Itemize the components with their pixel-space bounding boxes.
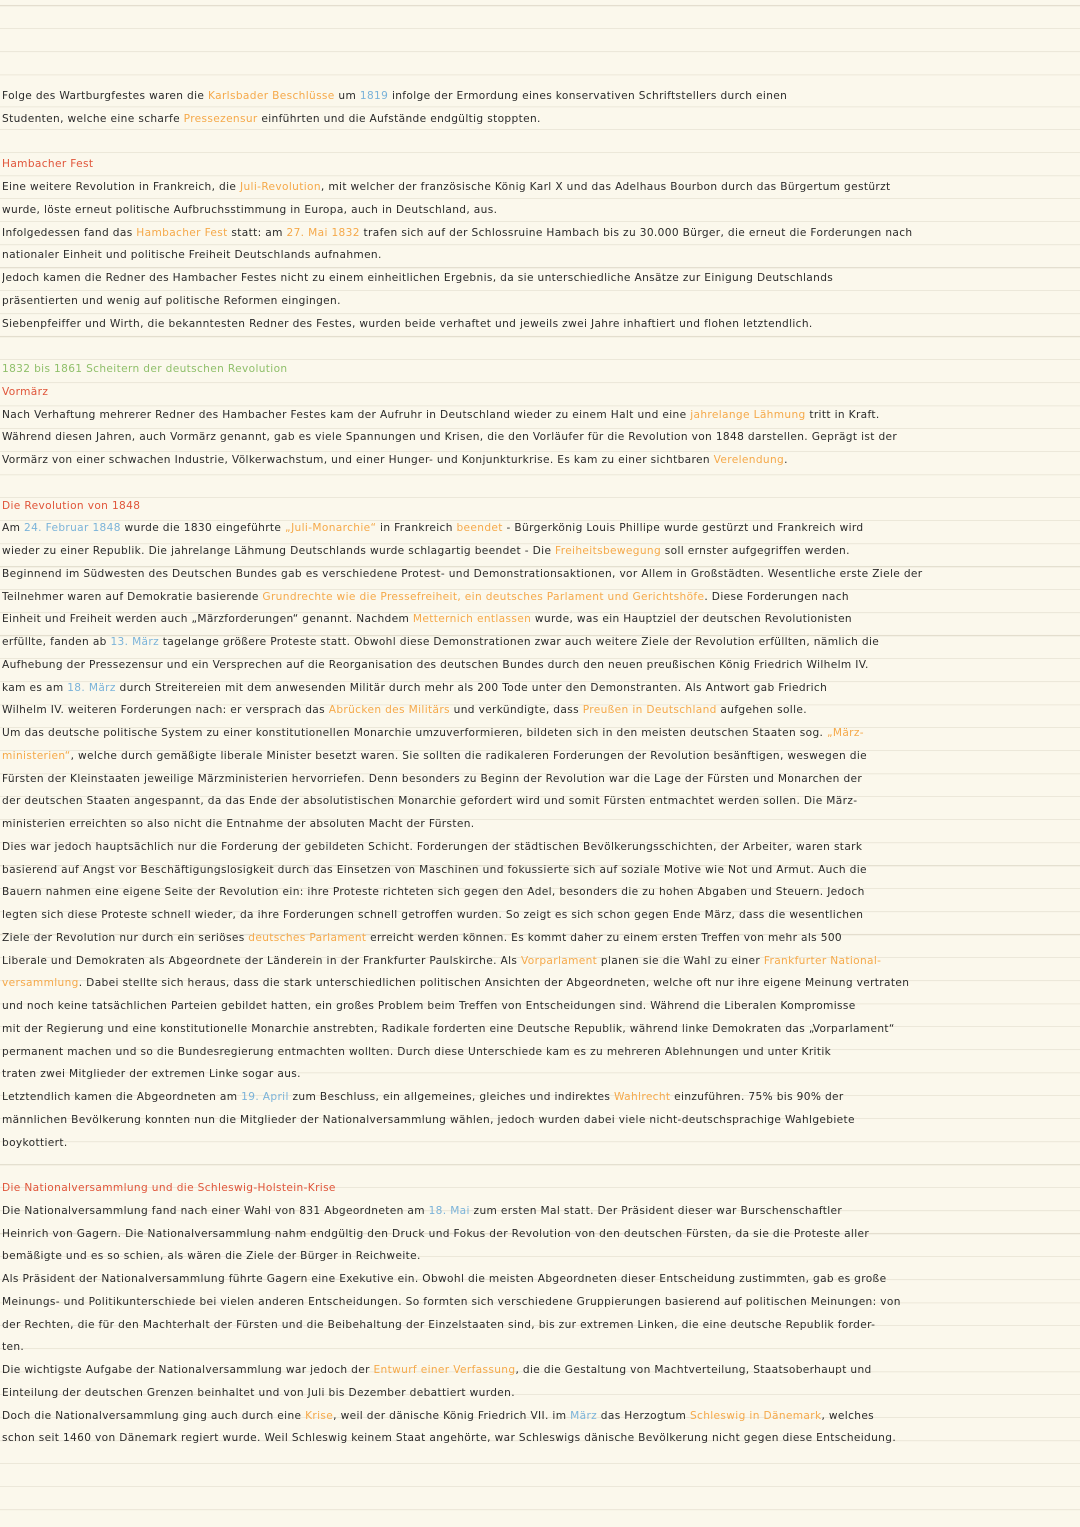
note-text: ministerien erreichten so also nicht die Entnahme der absoluten Macht der Fürsten.	[2, 818, 475, 830]
note-line	[2, 1359, 1076, 1382]
note-text: Meinungs- und Politikunterschiede bei vielen anderen Entscheidungen. So formten sich verschiedene Gruppierungen basierend auf politischen Meinungen: von	[2, 1295, 901, 1308]
note-text: Einheit und Freiheit werden auch „Märzforderungen“ genannt. Nachdem	[2, 613, 413, 626]
note-text: der deutschen Staaten angespannt, da das Ende der absolutistischen Monarchie gefordert wird und somit Fürsten entmachtet werden sollen. Die März-	[2, 795, 858, 808]
heading-text: Hambacher Fest	[2, 158, 94, 171]
note-text: statt: am	[227, 226, 287, 239]
note-line	[2, 995, 1076, 1018]
note-text: nationaler Einheit und politische Freiheit Deutschlands aufnahmen.	[2, 249, 382, 262]
note-text: , welche durch gemäßigte liberale Minister besetzt waren. Sie sollten die radikaleren Forderungen der Revolution besänftigen, weswegen die	[70, 749, 867, 762]
note-text: Die Nationalversammlung fand nach einer Wahl von 831 Abgeordneten am	[2, 1204, 429, 1217]
note-text: Fürsten der Kleinstaaten jeweilige Märzministerien hervorriefen. Denn besonders zu Beginn der Revolution war die Lage der Fürsten und Monarchen der	[2, 772, 863, 785]
note-text: trafen sich auf der Schlossruine Hambach bis zu 30.000 Bürger, die erneut die Forderungen nach	[359, 226, 913, 239]
note-text: mit der Regierung und eine konstitutionelle Monarchie anstrebten, Radikale forderten eine Deutsche Republik, während linke Demokraten das „Vorparlament“	[2, 1022, 895, 1035]
note-text: boykottiert.	[2, 1136, 68, 1149]
note-line	[2, 449, 1076, 472]
note-line	[2, 608, 1076, 631]
note-line	[2, 85, 1076, 108]
note-line	[2, 1291, 1076, 1314]
note-line	[2, 631, 1076, 654]
note-text: traten zwei Mitglieder der extremen Linke sogar aus.	[2, 1068, 301, 1081]
highlighted-term: 1819	[359, 90, 389, 102]
section-heading	[2, 358, 1076, 381]
note-text: Ziele der Revolution nur durch ein seriöses	[2, 931, 249, 944]
note-line	[2, 1109, 1076, 1132]
note-line	[2, 563, 1076, 586]
section-heading	[2, 1177, 1076, 1200]
highlighted-term: jahrelange Lähmung	[690, 408, 806, 421]
blank-line	[2, 472, 1076, 495]
note-text: Als Präsident der Nationalversammlung führte Gagern eine Exekutive ein. Obwohl die meisten Abgeordneten dieser Entscheidung zustimmten, gab es große	[2, 1273, 887, 1285]
note-text: kam es am	[2, 681, 68, 694]
section-heading	[2, 153, 1076, 176]
note-text: Aufhebung der Pressezensur und ein Versprechen auf die Reorganisation des deutschen Bundes durch den neuen preußischen König Friedrich Wilhelm IV.	[2, 658, 869, 671]
note-text: in Frankreich	[376, 522, 457, 535]
note-line	[2, 1336, 1076, 1359]
note-text: Heinrich von Gagern. Die Nationalversammlung nahm endgültig den Druck und Fokus der Revolution von den deutschen Fürsten, da sie die Proteste aller	[2, 1227, 870, 1240]
highlighted-term: 18. März	[67, 681, 116, 694]
highlighted-term: versammlung	[2, 977, 79, 990]
blank-line	[2, 1154, 1076, 1177]
note-line	[2, 654, 1076, 677]
highlighted-term: 27. Mai 1832	[286, 226, 360, 239]
highlighted-term: Grundrechte wie die Pressefreiheit, ein deutsches Parlament und Gerichtshöfe	[262, 590, 705, 603]
note-line	[2, 426, 1076, 449]
note-text: aufgehen solle.	[716, 704, 807, 717]
note-text: planen sie die Wahl zu einer	[597, 954, 764, 967]
note-line	[2, 813, 1076, 836]
note-line	[2, 1245, 1076, 1268]
note-line	[2, 1041, 1076, 1064]
note-line	[2, 540, 1076, 563]
note-line	[2, 972, 1076, 995]
note-text: - Bürgerkönig Louis Phillipe wurde gestürzt und Frankreich wird	[502, 522, 864, 535]
note-text: , mit welcher der französische König Karl X und das Adelhaus Bourbon durch das Bürgertum gestürzt	[320, 181, 891, 193]
note-text: Doch die Nationalversammlung ging auch durch eine	[2, 1409, 306, 1422]
note-text: Bauern nahmen eine eigene Seite der Revolution ein: ihre Proteste richteten sich gegen den Adel, besonders die zu hohen Abgaben und Steuern. Jedoch	[2, 886, 865, 899]
note-text: das Herzogtum	[597, 1409, 690, 1422]
note-text: Am	[2, 522, 24, 535]
note-line	[2, 199, 1076, 222]
note-line	[2, 677, 1076, 700]
note-line	[2, 176, 1076, 199]
note-text: zum ersten Mal statt. Der Präsident dieser war Burschenschaftler	[469, 1204, 843, 1217]
highlighted-term: Karlsbader Beschlüsse	[208, 90, 335, 102]
note-line	[2, 1223, 1076, 1246]
note-text: Nach Verhaftung mehrerer Redner des Hambacher Festes kam der Aufruhr in Deutschland wieder zu einem Halt und eine	[2, 408, 691, 421]
note-text: Folge des Wartburgfestes waren die	[2, 90, 209, 102]
highlighted-term: März	[570, 1409, 598, 1422]
note-text: wieder zu einer Republik. Die jahrelange Lähmung Deutschlands wurde schlagartig beendet - Die	[2, 545, 556, 557]
note-line	[2, 290, 1076, 313]
highlighted-term: 13. März	[110, 636, 160, 648]
note-line	[2, 1382, 1076, 1405]
note-line	[2, 222, 1076, 245]
note-line	[2, 859, 1076, 882]
highlighted-term: Freiheitsbewegung	[555, 545, 662, 557]
note-text: , weil der dänische König Friedrich VII. im	[333, 1409, 571, 1422]
note-line	[2, 1268, 1076, 1291]
highlighted-term: 19. April	[241, 1091, 289, 1103]
highlighted-term: Wahlrecht	[614, 1091, 671, 1103]
note-text: erreicht werden können. Es kommt daher zu einem ersten Treffen von mehr als 500	[366, 931, 843, 944]
note-line	[2, 1132, 1076, 1155]
note-text: infolge der Ermordung eines konservativen Schriftstellers durch einen	[388, 90, 788, 102]
note-text: bemäßigte und es so schien, als wären die Ziele der Bürger in Reichweite.	[2, 1250, 421, 1263]
note-line	[2, 904, 1076, 927]
note-text: wurde, löste erneut politische Aufbruchsstimmung in Europa, auch in Deutschland, aus.	[2, 203, 498, 216]
heading-text: Die Nationalversammlung und die Schleswig-Holstein-Krise	[2, 1182, 336, 1194]
note-line	[2, 244, 1076, 267]
note-line	[2, 1314, 1076, 1337]
note-line	[2, 1427, 1076, 1450]
note-text: tagelange größere Proteste statt. Obwohl diese Demonstrationen zwar auch weitere Ziele der Revolution erfüllten, nämlich die	[159, 636, 880, 648]
highlighted-term: deutsches Parlament	[248, 931, 367, 944]
note-text: und verkündigte, dass	[449, 704, 583, 717]
note-text: basierend auf Angst vor Beschäftigungslosigkeit durch das Einsetzen von Maschinen und fokussierte sich auf soziale Motive wie Not und Armut. Auch die	[2, 863, 867, 876]
highlighted-term: „Juli-Monarchie“	[285, 522, 377, 535]
highlighted-term: Abrücken des Militärs	[328, 704, 450, 717]
note-text: Um das deutsche politische System zu einer konstitutionellen Monarchie umzuverformieren, bildeten sich in den meisten deutschen Staaten sog.	[2, 727, 827, 739]
note-text: zum Beschluss, ein allgemeines, gleiches und indirektes	[288, 1091, 614, 1103]
section-heading	[2, 381, 1076, 404]
note-line	[2, 1405, 1076, 1428]
note-text: Siebenpfeiffer und Wirth, die bekanntesten Redner des Festes, wurden beide verhaftet und jeweils zwei Jahre inhaftiert und flohen letztendlich.	[2, 317, 813, 330]
note-line	[2, 1018, 1076, 1041]
note-text: ten.	[2, 1341, 25, 1354]
note-text: wurde, was ein Hauptziel der deutschen Revolutionisten	[531, 613, 852, 626]
note-line	[2, 699, 1076, 722]
note-text: Die wichtigste Aufgabe der Nationalversammlung war jedoch der	[2, 1364, 374, 1376]
highlighted-term: 18. Mai	[428, 1204, 470, 1217]
blank-line	[2, 335, 1076, 358]
note-text: .	[784, 454, 788, 466]
note-text: permanent machen und so die Bundesregierung entmachten wollten. Durch diese Unterschiede kam es zu mehreren Ablehnungen und unter Kritik	[2, 1045, 832, 1058]
note-text: , die die Gestaltung von Machtverteilung, Staatsoberhaupt und	[515, 1364, 872, 1376]
note-text: Während diesen Jahren, auch Vormärz genannt, gab es viele Spannungen und Krisen, die den Vorläufer für die Revolution von 1848 darstellen. Geprägt ist der	[2, 431, 898, 444]
note-text: Jedoch kamen die Redner des Hambacher Festes nicht zu einem einheitlichen Ergebnis, da sie unterschiedliche Ansätze zur Einigung Deutschlands	[2, 272, 834, 284]
note-text: schon seit 1460 von Dänemark regiert wurde. Weil Schleswig keinem Staat angehörte, war Schleswigs dänische Bevölkerung nicht gegen diese Entscheidung.	[2, 1432, 897, 1445]
note-text: durch Streitereien mit dem anwesenden Militär durch mehr als 200 Tode unter den Demonstranten. Als Antwort gab Friedrich	[115, 681, 828, 694]
highlighted-term: 24. Februar 1848	[23, 522, 121, 535]
note-text: einzuführen. 75% bis 90% der	[670, 1091, 844, 1103]
note-line	[2, 950, 1076, 973]
note-text: Teilnehmer waren auf Demokratie basierende	[2, 590, 263, 603]
section-heading	[2, 495, 1076, 518]
heading-text: Vormärz	[2, 385, 49, 398]
note-text: Dies war jedoch hauptsächlich nur die Forderung der gebildeten Schicht. Forderungen der städtischen Bevölkerungsschichten, der Arbeiter, waren stark	[2, 840, 863, 853]
note-line	[2, 768, 1076, 791]
note-line	[2, 790, 1076, 813]
highlighted-term: Schleswig in Dänemark	[689, 1409, 822, 1422]
note-text: Wilhelm IV. weiteren Forderungen nach: er versprach das	[2, 704, 329, 717]
highlighted-term: „März-	[826, 727, 864, 739]
highlighted-term: Preußen in Deutschland	[582, 704, 717, 717]
note-line	[2, 836, 1076, 859]
note-text: erfüllte, fanden ab	[2, 636, 111, 648]
note-text: . Diese Forderungen nach	[704, 590, 849, 603]
note-text: , welches	[821, 1409, 875, 1422]
note-text: Liberale und Demokraten als Abgeordnete der Länderein in der Frankfurter Paulskirche. Als	[2, 954, 522, 967]
note-text: präsentierten und wenig auf politische Reformen eingingen.	[2, 294, 341, 307]
highlighted-term: Juli-Revolution	[240, 181, 321, 193]
note-line	[2, 745, 1076, 768]
note-text: . Dabei stellte sich heraus, dass die stark unterschiedlichen politischen Ansichten der Abgeordneten, welche oft nur ihre eigene Meinung vertraten	[78, 977, 910, 990]
note-text: Eine weitere Revolution in Frankreich, die	[2, 181, 241, 193]
note-line	[2, 1200, 1076, 1223]
note-line	[2, 267, 1076, 290]
note-text: tritt in Kraft.	[805, 408, 880, 421]
note-text: der Rechten, die für den Machterhalt der Fürsten und die Beibehaltung der Einzelstaaten sind, bis zur extremen Linken, die eine deutsche Republik forder-	[2, 1318, 876, 1331]
note-text: um	[334, 90, 360, 102]
note-text: einführten und die Aufstände endgültig stoppten.	[257, 112, 541, 125]
note-text: männlichen Bevölkerung konnten nun die Mitglieder der Nationalversammlung wählen, jedoch wurden dabei viele nicht-deutschsprachige Wahlgebiete	[2, 1113, 855, 1126]
highlighted-term: beendet	[456, 522, 503, 535]
highlighted-term: ministerien“	[2, 749, 71, 762]
note-line	[2, 1063, 1076, 1086]
handwritten-notes	[2, 85, 1076, 1450]
highlighted-term: Krise	[305, 1409, 334, 1422]
blank-line	[2, 131, 1076, 154]
note-line	[2, 108, 1076, 131]
highlighted-term: Pressezensur	[183, 112, 258, 125]
note-text: Vormärz von einer schwachen Industrie, Völkerwachstum, und einer Hunger- und Konjunkturkrise. Es kam zu einer sichtbaren	[2, 454, 714, 466]
note-text: Einteilung der deutschen Grenzen beinhaltet und von Juli bis Dezember debattiert wurden.	[2, 1386, 515, 1399]
note-line	[2, 1086, 1076, 1109]
note-text: soll ernster aufgegriffen werden.	[661, 545, 850, 557]
note-line	[2, 404, 1076, 427]
note-text: Letztendlich kamen die Abgeordneten am	[2, 1091, 242, 1103]
note-text: legten sich diese Proteste schnell wieder, da ihre Forderungen schnell getroffen wurden. So zeigt es sich schon gegen Ende März, dass die wesentlichen	[2, 909, 864, 921]
note-text: Infolgedessen fand das	[2, 226, 137, 239]
note-text: Beginnend im Südwesten des Deutschen Bundes gab es verschiedene Protest- und Demonstrationsaktionen, vor Allem in Großstädten. Wesentliche erste Ziele der	[2, 567, 923, 580]
note-text: und noch keine tatsächlichen Parteien gebildet hatten, ein großes Problem beim Treffen von Entscheidungen sind. Während die Liberalen Kompromisse	[2, 1000, 856, 1012]
note-line	[2, 313, 1076, 336]
highlighted-term: Frankfurter National-	[763, 954, 882, 967]
heading-text: Die Revolution von 1848	[2, 499, 141, 512]
note-text: wurde die 1830 eingeführte	[120, 522, 285, 535]
note-line	[2, 722, 1076, 745]
note-line	[2, 927, 1076, 950]
note-line	[2, 517, 1076, 540]
highlighted-term: Verelendung	[713, 454, 785, 466]
highlighted-term: Vorparlament	[521, 954, 598, 967]
note-line	[2, 586, 1076, 609]
note-line	[2, 881, 1076, 904]
highlighted-term: Hambacher Fest	[136, 226, 228, 239]
highlighted-term: Metternich entlassen	[412, 613, 532, 626]
highlighted-term: Entwurf einer Verfassung	[373, 1364, 516, 1376]
note-text: Studenten, welche eine scharfe	[2, 112, 184, 125]
heading-text: 1832 bis 1861 Scheitern der deutschen Revolution	[2, 363, 288, 375]
